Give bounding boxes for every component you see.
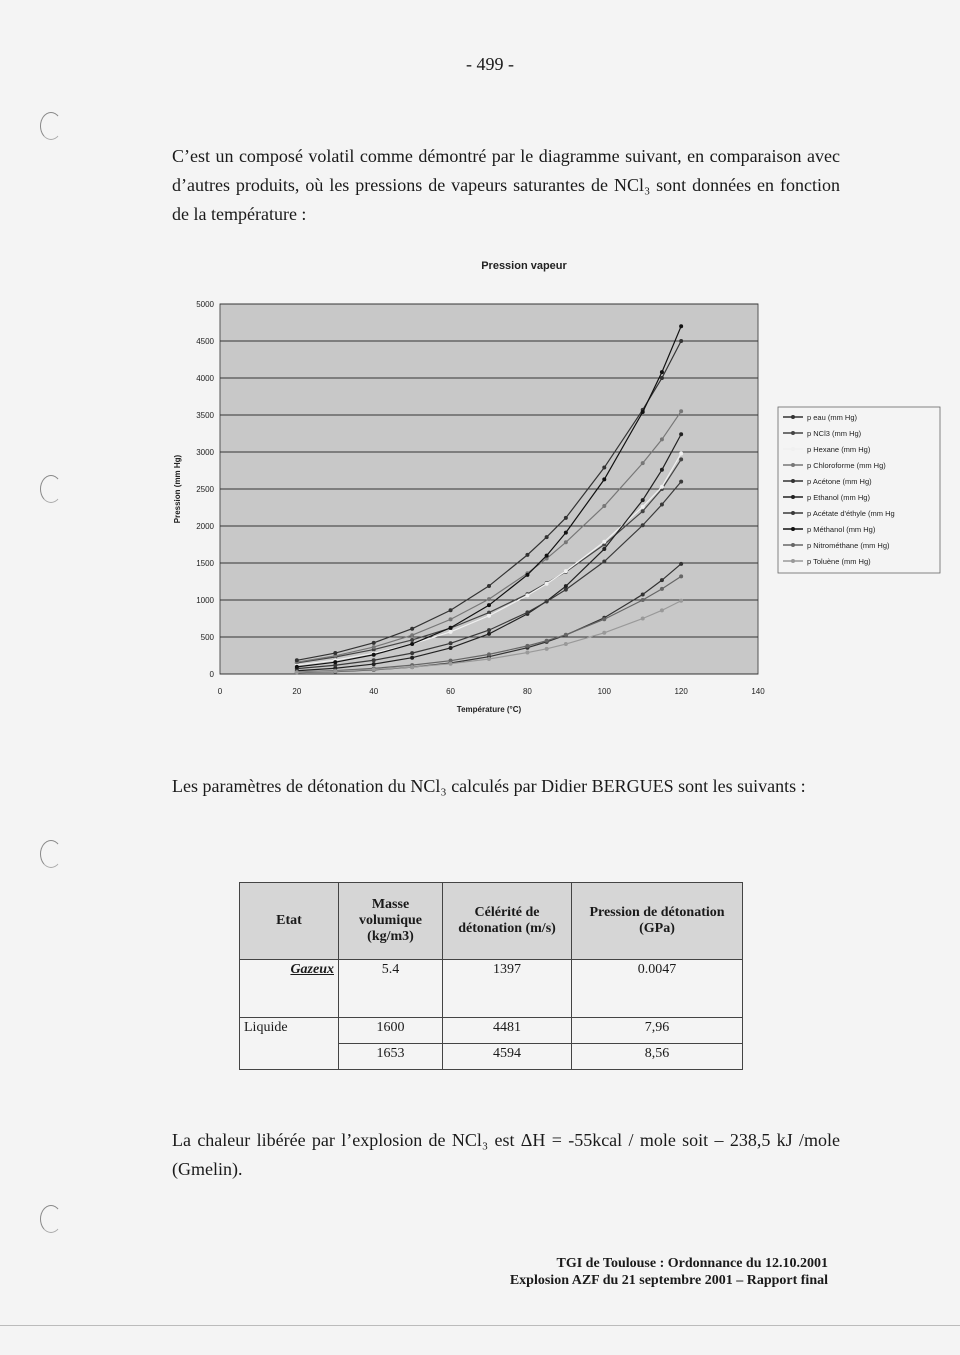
- y-tick-label: 2000: [196, 522, 214, 531]
- series-point: [545, 554, 549, 558]
- series-point: [679, 451, 683, 455]
- series-point: [487, 657, 491, 661]
- series-point: [295, 670, 299, 674]
- cell-etat: Liquide: [240, 1018, 339, 1044]
- intro-paragraph: C’est un composé volatil comme démontré par le diagramme suivant, en comparaison avec d’autres produits, où les pressions de vapeurs saturantes de NCl₃ sont données en fonction de la température :: [172, 146, 840, 224]
- series-point: [525, 553, 529, 557]
- series-point: [410, 627, 414, 631]
- series-point: [679, 480, 683, 484]
- header-masse: Masse volumique (kg/m3): [339, 883, 443, 960]
- y-axis-label: Pression (mm Hg): [173, 454, 182, 524]
- legend-entry: p Méthanol (mm Hg): [807, 525, 876, 534]
- legend-entry: p Hexane (mm Hg): [807, 445, 871, 454]
- series-point: [679, 457, 683, 461]
- table-header-row: [240, 883, 743, 960]
- series-point: [641, 509, 645, 513]
- x-tick-label: 120: [674, 687, 688, 696]
- series-point: [679, 574, 683, 578]
- legend-marker: [791, 463, 795, 467]
- binder-hole-3: [40, 840, 62, 868]
- series-point: [545, 639, 549, 643]
- legend-marker: [791, 447, 795, 451]
- series-point: [449, 641, 453, 645]
- header-celerite: Célérité de détonation (m/s): [443, 883, 572, 960]
- legend-marker: [791, 415, 795, 419]
- series-point: [660, 578, 664, 582]
- series-point: [660, 468, 664, 472]
- cell-pression: 8,56: [572, 1044, 743, 1070]
- series-point: [641, 461, 645, 465]
- series-point: [602, 504, 606, 508]
- detonation-intro-paragraph: Les paramètres de détonation du NCl₃ calculés par Didier BERGUES sont les suivants :: [172, 776, 806, 796]
- header-pression: Pression de détonation (GPa): [572, 883, 743, 960]
- y-tick-label: 2500: [196, 485, 214, 494]
- series-point: [641, 505, 645, 509]
- series-point: [525, 610, 529, 614]
- legend-marker: [791, 543, 795, 547]
- series-point: [487, 628, 491, 632]
- chart-svg: [160, 250, 950, 730]
- y-tick-label: 1500: [196, 559, 214, 568]
- series-point: [602, 631, 606, 635]
- series-point: [641, 523, 645, 527]
- series-point: [410, 665, 414, 669]
- series-point: [372, 641, 376, 645]
- table-row: [240, 960, 743, 1018]
- legend-entry: p eau (mm Hg): [807, 413, 858, 422]
- series-point: [660, 587, 664, 591]
- series-point: [545, 535, 549, 539]
- y-tick-label: 5000: [196, 300, 214, 309]
- cell-celerite: 4481: [443, 1018, 572, 1044]
- series-point: [564, 540, 568, 544]
- x-axis-label: Température (°C): [456, 705, 522, 714]
- heat-paragraph: La chaleur libérée par l’explosion de NCl₃ est ΔH = -55kcal / mole soit – 238,5 kJ /mole (Gmelin).: [172, 1130, 840, 1179]
- y-tick-label: 3000: [196, 448, 214, 457]
- series-point: [333, 651, 337, 655]
- page-number: - 499 -: [466, 54, 514, 74]
- series-point: [449, 646, 453, 650]
- binder-hole-4: [40, 1205, 62, 1233]
- series-point: [525, 573, 529, 577]
- legend-marker: [791, 527, 795, 531]
- x-tick-label: 80: [522, 687, 532, 696]
- cell-masse: 1653: [339, 1044, 443, 1070]
- x-tick-label: 0: [217, 687, 223, 696]
- chart-title: Pression vapeur: [481, 260, 567, 272]
- series-point: [410, 633, 414, 637]
- series-point: [660, 608, 664, 612]
- x-tick-label: 100: [597, 687, 611, 696]
- footer-line-1: TGI de Toulouse : Ordonnance du 12.10.2001: [556, 1256, 828, 1271]
- series-point: [679, 599, 683, 603]
- series-point: [602, 477, 606, 481]
- detonation-table: [239, 882, 743, 1070]
- header-etat: Etat: [240, 883, 339, 960]
- series-point: [564, 633, 568, 637]
- series-point: [602, 547, 606, 551]
- series-point: [449, 617, 453, 621]
- series-point: [602, 466, 606, 470]
- series-point: [487, 632, 491, 636]
- cell-masse: 5.4: [339, 960, 443, 1018]
- series-point: [449, 626, 453, 630]
- legend-marker: [791, 495, 795, 499]
- legend-entry: p Chloroforme (mm Hg): [807, 461, 886, 470]
- legend-marker: [791, 431, 795, 435]
- series-point: [602, 540, 606, 544]
- cell-pression: 0.0047: [572, 960, 743, 1018]
- legend-entry: p Toluène (mm Hg): [807, 557, 871, 566]
- x-tick-label: 20: [292, 687, 302, 696]
- series-point: [545, 599, 549, 603]
- series-point: [641, 592, 645, 596]
- series-point: [679, 409, 683, 413]
- series-point: [525, 593, 529, 597]
- series-point: [564, 531, 568, 535]
- series-point: [410, 638, 414, 642]
- series-point: [333, 669, 337, 673]
- cell-celerite: 1397: [443, 960, 572, 1018]
- legend-entry: p Acétate d'éthyle (mm Hg: [807, 509, 895, 518]
- binder-hole-2: [40, 475, 62, 503]
- series-point: [525, 644, 529, 648]
- series-point: [564, 642, 568, 646]
- x-tick-label: 60: [446, 687, 456, 696]
- series-point: [410, 651, 414, 655]
- legend-marker: [791, 559, 795, 563]
- series-point: [487, 597, 491, 601]
- series-point: [660, 503, 664, 507]
- series-point: [660, 376, 664, 380]
- y-tick-label: 3500: [196, 411, 214, 420]
- y-tick-label: 1000: [196, 596, 214, 605]
- series-point: [660, 485, 664, 489]
- series-point: [545, 582, 549, 586]
- series-point: [641, 617, 645, 621]
- series-point: [602, 560, 606, 564]
- legend-entry: p NCl3 (mm Hg): [807, 429, 862, 438]
- series-point: [449, 608, 453, 612]
- series-point: [449, 662, 453, 666]
- cell-celerite: 4594: [443, 1044, 572, 1070]
- cell-etat: [240, 1044, 339, 1070]
- y-tick-label: 4000: [196, 374, 214, 383]
- series-point: [564, 588, 568, 592]
- series-point: [564, 584, 568, 588]
- binder-hole-1: [40, 112, 62, 140]
- x-tick-label: 40: [369, 687, 379, 696]
- legend-entry: p Ethanol (mm Hg): [807, 493, 870, 502]
- page-bottom-rule: [0, 1325, 960, 1326]
- series-point: [525, 651, 529, 655]
- series-point: [641, 498, 645, 502]
- y-tick-label: 500: [200, 633, 214, 642]
- legend-marker: [791, 479, 795, 483]
- series-point: [641, 598, 645, 602]
- series-point: [660, 370, 664, 374]
- series-point: [487, 603, 491, 607]
- series-point: [295, 658, 299, 662]
- vapor-pressure-chart: [160, 250, 950, 730]
- series-point: [449, 630, 453, 634]
- series-point: [372, 653, 376, 657]
- cell-masse: 1600: [339, 1018, 443, 1044]
- legend-entry: p Acétone (mm Hg): [807, 477, 872, 486]
- footer-line-2: Explosion AZF du 21 septembre 2001 – Rapport final: [509, 1273, 828, 1288]
- series-point: [679, 562, 683, 566]
- series-point: [410, 656, 414, 660]
- series-point: [679, 432, 683, 436]
- series-point: [410, 642, 414, 646]
- series-point: [333, 660, 337, 664]
- y-tick-label: 4500: [196, 337, 214, 346]
- series-point: [679, 324, 683, 328]
- series-point: [641, 410, 645, 414]
- series-point: [372, 668, 376, 672]
- series-point: [487, 584, 491, 588]
- x-tick-label: 140: [751, 687, 765, 696]
- series-point: [372, 662, 376, 666]
- series-point: [295, 665, 299, 669]
- cell-pression: 7,96: [572, 1018, 743, 1044]
- series-point: [372, 645, 376, 649]
- table-row: [240, 1044, 743, 1070]
- y-tick-label: 0: [209, 670, 214, 679]
- series-point: [564, 569, 568, 573]
- series-point: [545, 647, 549, 651]
- cell-etat: Gazeux: [240, 960, 339, 1018]
- legend-entry: p Nitrométhane (mm Hg): [807, 541, 890, 550]
- series-point: [487, 614, 491, 618]
- series-point: [487, 652, 491, 656]
- series-point: [564, 516, 568, 520]
- legend-marker: [791, 511, 795, 515]
- table-row: [240, 1018, 743, 1044]
- series-point: [602, 617, 606, 621]
- footer: [510, 1255, 828, 1289]
- series-point: [372, 658, 376, 662]
- series-point: [660, 437, 664, 441]
- series-point: [679, 339, 683, 343]
